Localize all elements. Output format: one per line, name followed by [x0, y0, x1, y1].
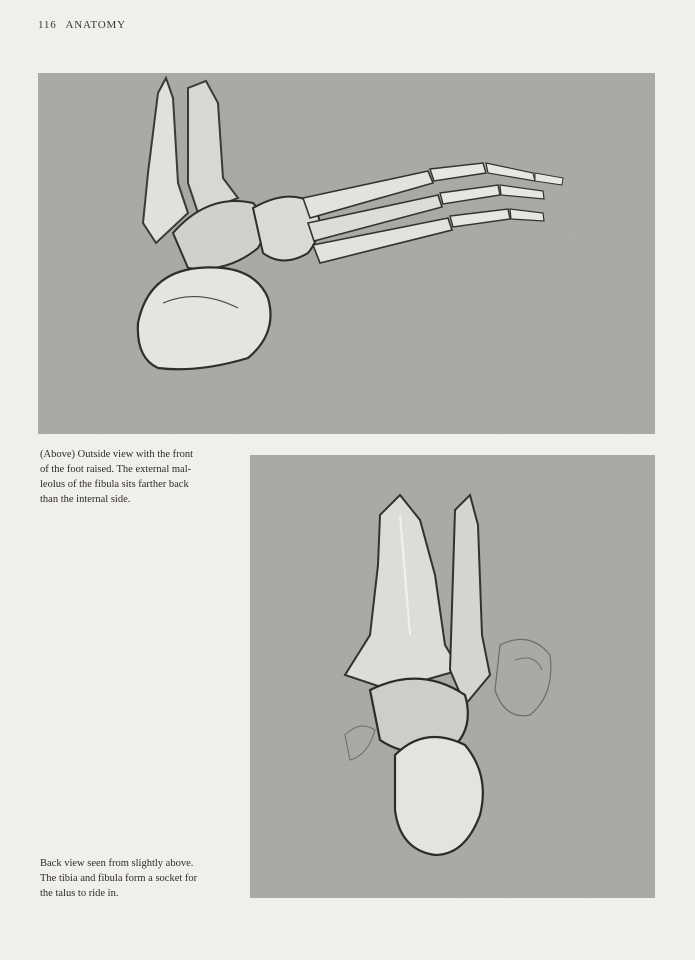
caption-line: Back view seen from slightly above.	[40, 858, 194, 869]
foot-outside-view-illustration	[38, 73, 655, 434]
caption-line: (Above) Outside view with the front	[40, 449, 194, 460]
running-head	[38, 19, 126, 31]
caption-line: of the foot raised. The external mal-	[40, 464, 192, 475]
figure-caption-outside-view	[40, 447, 230, 507]
caption-line: than the internal side.	[40, 494, 131, 505]
caption-line: The tibia and fibula form a socket for	[40, 873, 198, 884]
figure-caption-back-view	[40, 856, 240, 901]
caption-line: leolus of the fibula sits farther back	[40, 479, 189, 490]
section-title: ANATOMY	[65, 19, 126, 31]
page-number: 116	[38, 19, 57, 31]
foot-back-view-illustration	[250, 455, 655, 898]
caption-line: the talus to ride in.	[40, 888, 119, 899]
